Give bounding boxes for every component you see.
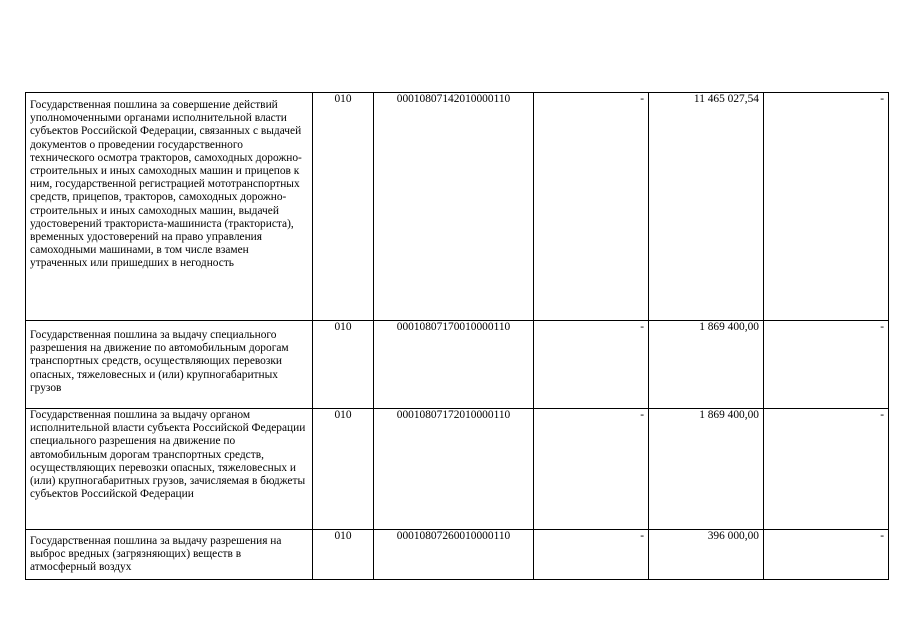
executed-cell: 1 869 400,00 bbox=[649, 321, 764, 409]
table-row bbox=[26, 409, 889, 530]
table-row bbox=[26, 530, 889, 580]
executed-cell: 396 000,00 bbox=[649, 530, 764, 580]
not-executed-cell: - bbox=[764, 321, 889, 409]
row-name-cell bbox=[26, 321, 313, 409]
row-name-cell bbox=[26, 93, 313, 321]
line-code-cell: 010 bbox=[313, 530, 374, 580]
plan-cell: - bbox=[534, 93, 649, 321]
line-code-cell: 010 bbox=[313, 93, 374, 321]
row-name-text: Государственная пошлина за выдачу разрешения на выброс вредных (загрязняющих) веществ в атмосферный воздух bbox=[30, 535, 282, 574]
row-name-cell bbox=[26, 409, 313, 530]
not-executed-cell: - bbox=[764, 409, 889, 530]
plan-cell: - bbox=[534, 321, 649, 409]
row-name-text: Государственная пошлина за совершение действий уполномоченными органами исполнительной власти субъектов Российской Федерации, связанных с выдачей документов о проведении государственного технического осмотра тракторов, самоходных дорожно-строительных и иных самоходных машин и прицепов к ним, государственной регистрацией мототранспортных средств, прицепов, тракторов, самоходных дорожно-строительных и иных самоходных машин, выдачей удостоверений тракториста-машиниста (тракториста), временных удостоверений на право управления самоходными машинами, в том числе взамен утраченных или пришедших в негодность bbox=[30, 99, 302, 270]
line-code-cell: 010 bbox=[313, 321, 374, 409]
table-row bbox=[26, 321, 889, 409]
table-row bbox=[26, 93, 889, 321]
revenue-table bbox=[25, 92, 889, 580]
line-code-cell: 010 bbox=[313, 409, 374, 530]
not-executed-cell: - bbox=[764, 93, 889, 321]
executed-cell: 1 869 400,00 bbox=[649, 409, 764, 530]
executed-cell: 11 465 027,54 bbox=[649, 93, 764, 321]
kbk-code-cell: 00010807170010000110 bbox=[374, 321, 534, 409]
row-name-text: Государственная пошлина за выдачу органом исполнительной власти субъекта Российской Федерации специального разрешения на движение по автомобильным дорогам транспортных средств, осуществляющих перевозки опасных, тяжеловесных и (или) крупногабаритных грузов, зачисляемая в бюджеты субъектов Российской Федерации bbox=[30, 409, 306, 501]
plan-cell: - bbox=[534, 530, 649, 580]
row-name-text: Государственная пошлина за выдачу специального разрешения на движение по автомобильным дорогам транспортных средств, осуществляющих перевозки опасных, тяжеловесных и (или) крупногабаритных грузов bbox=[30, 329, 289, 394]
kbk-code-cell: 00010807172010000110 bbox=[374, 409, 534, 530]
report-table-container bbox=[25, 92, 888, 580]
kbk-code-cell: 00010807142010000110 bbox=[374, 93, 534, 321]
kbk-code-cell: 00010807260010000110 bbox=[374, 530, 534, 580]
not-executed-cell: - bbox=[764, 530, 889, 580]
plan-cell: - bbox=[534, 409, 649, 530]
row-name-cell bbox=[26, 530, 313, 580]
